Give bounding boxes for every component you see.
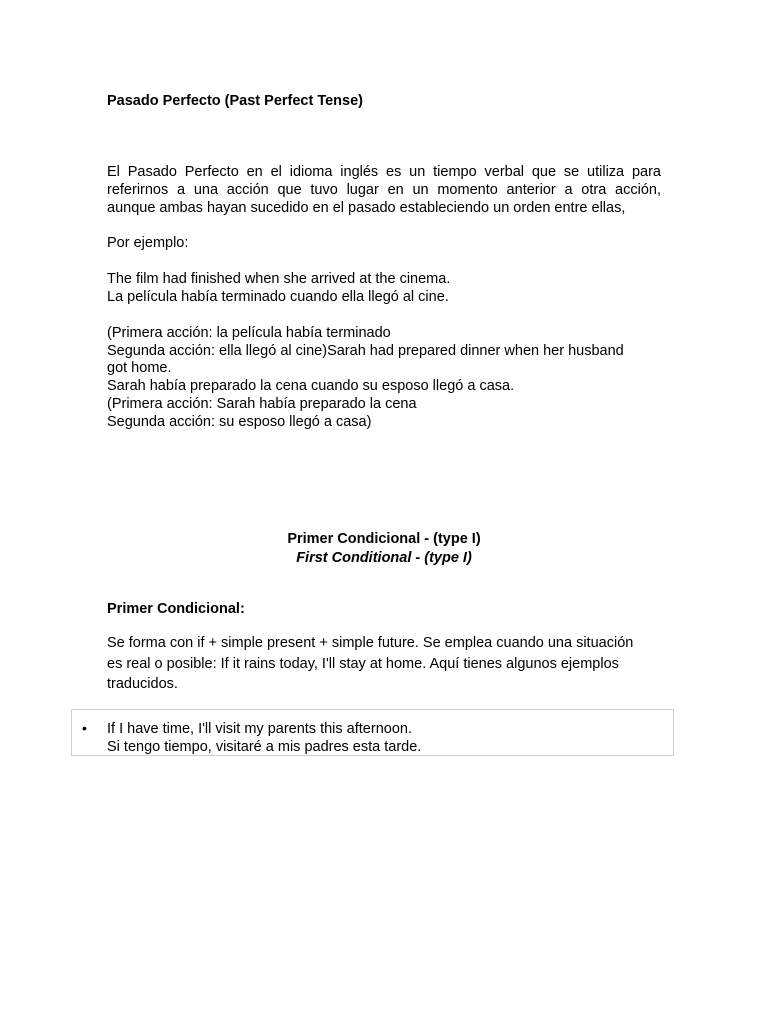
intro-line: aunque ambas hayan sucedido en el pasado estableciendo un orden entre ellas, (107, 200, 626, 216)
description-line: es real o posible: If it rains today, I'll stay at home. Aquí tienes algunos ejemplos (107, 656, 619, 672)
example-sentence-en: The film had finished when she arrived at the cinema. (107, 271, 451, 287)
conditional-subheading: Primer Condicional: (107, 601, 245, 617)
explanation-line: Segunda acción: ella llegó al cine)Sarah had prepared dinner when her husband (107, 343, 624, 359)
conditional-heading-english: First Conditional - (type I) (296, 550, 472, 566)
explanation-line: Segunda acción: su esposo llegó a casa) (107, 414, 372, 430)
explanation-line: (Primera acción: Sarah había preparado la cena (107, 396, 417, 412)
conditional-example-en: If I have time, I'll visit my parents this afternoon. (107, 721, 412, 737)
example-sentence-es: La película había terminado cuando ella llegó al cine. (107, 289, 449, 305)
section-title: Pasado Perfecto (Past Perfect Tense) (107, 93, 363, 109)
intro-paragraph (107, 163, 661, 217)
explanation-line: got home. (107, 360, 172, 376)
bullet-icon: • (82, 720, 87, 736)
explanation-line: (Primera acción: la película había terminado (107, 325, 391, 341)
description-line: traducidos. (107, 676, 178, 692)
conditional-example-es: Si tengo tiempo, visitaré a mis padres esta tarde. (107, 739, 422, 755)
description-line: Se forma con if + simple present + simple future. Se emplea cuando una situación (107, 635, 634, 651)
example-label: Por ejemplo: (107, 235, 189, 251)
explanation-line: Sarah había preparado la cena cuando su esposo llegó a casa. (107, 378, 515, 394)
conditional-heading: Primer Condicional - (type I) (287, 531, 481, 547)
intro-line: El Pasado Perfecto en el idioma inglés es un tiempo verbal que se utiliza para (107, 164, 661, 180)
intro-line: referirnos a una acción que tuvo lugar en un momento anterior a otra acción, (107, 182, 661, 198)
